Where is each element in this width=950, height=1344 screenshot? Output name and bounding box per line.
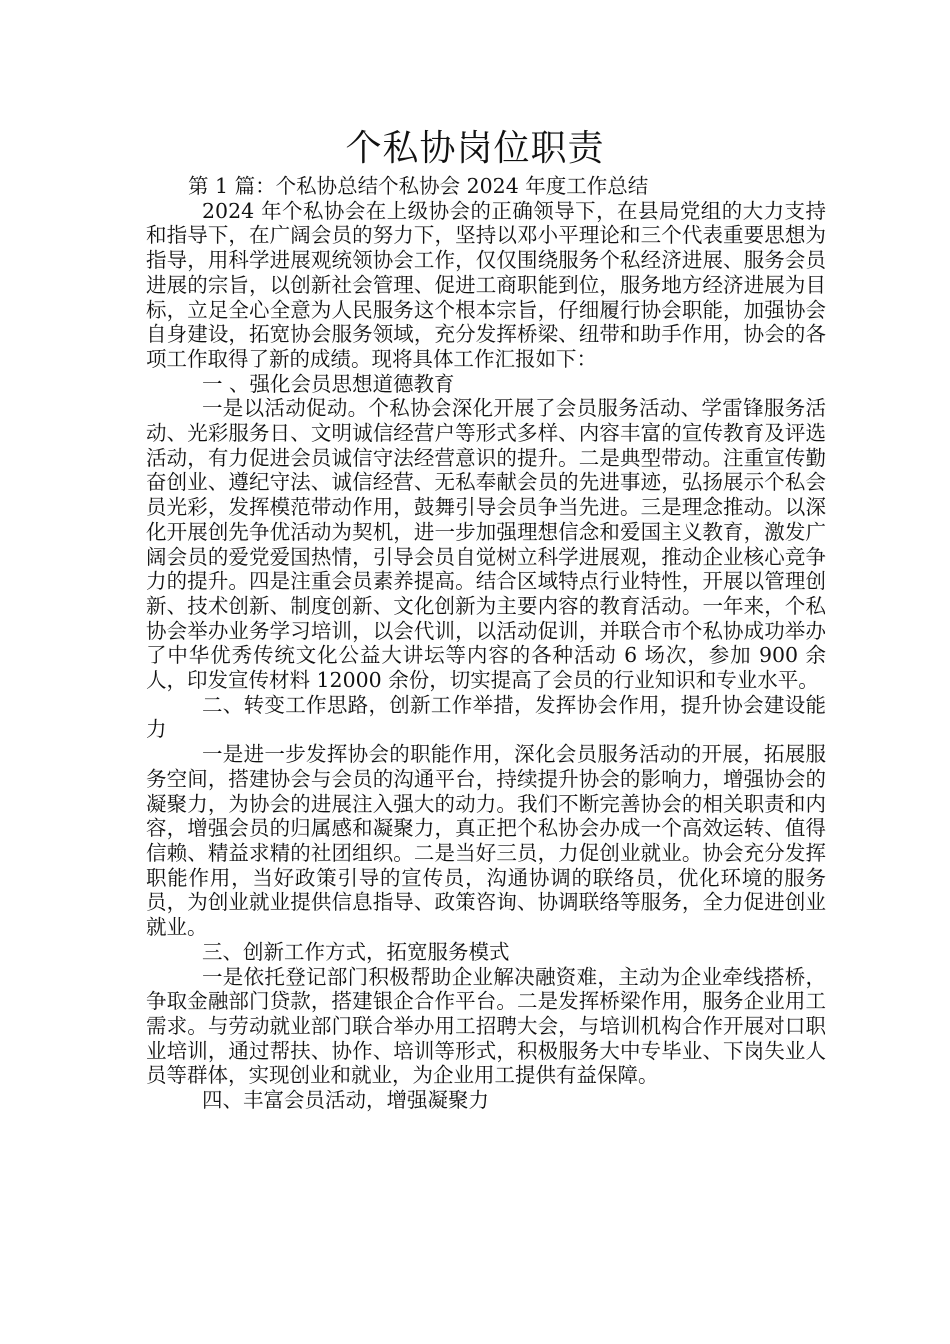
section-paragraph-1: 一是以活动促动。个私协会深化开展了会员服务活动、学雷锋服务活动、光彩服务日、文明诚信经营户等形式多样、内容丰富的宣传教育及评选活动，有力促进会员诚信守法经营意识的提升。二是典型带动。注重宣传勤奋创业、遵纪守法、诚信经营、无私奉献会员的先进事迹，弘扬展示个私会员光彩，发挥模范带动作用，鼓舞引导会员争当先进。三是理念推动。以深化开展创先争优活动为契机，进一步加强理想信念和爱国主义教育，激发广阔会员的爱党爱国热情，引导会员自觉树立科学进展观，推动企业核心竞争力的提升。四是注重会员素养提高。结合区域特点行业特性，开展以管理创新、技术创新、制度创新、文化创新为主要内容的教育活动。一年来，个私协会举办业务学习培训，以会代训，以活动促训，并联合市个私协成功举办了中华优秀传统文化公益大讲坛等内容的各种活动 6 场次，参加 900 余人，印发宣传材料 12000 余份，切实提高了会员的行业知识和专业水平。	[146, 396, 826, 693]
document-title: 个私协岗位职责	[345, 128, 605, 169]
section-heading-3: 三、创新工作方式，拓宽服务模式	[202, 939, 510, 964]
section-paragraph-2: 一是进一步发挥协会的职能作用，深化会员服务活动的开展，拓展服务空间，搭建协会与会员的沟通平台，持续提升协会的影响力，增强协会的凝聚力，为协会的进展注入强大的动力。我们不断完善协会的相关职责和内容，增强会员的归属感和凝聚力，真正把个私协会办成一个高效运转、值得信赖、精益求精的社团组织。二是当好三员，力促创业就业。协会充分发挥职能作用，当好政策引导的宣传员，沟通协调的联络员，优化环境的服务员，为创业就业提供信息指导、政策咨询、协调联络等服务，全力促进创业就业。	[146, 742, 826, 940]
document-subtitle: 第 1 篇：个私协总结个私协会 2024 年度工作总结	[188, 174, 649, 198]
section-heading-2: 二、转变工作思路，创新工作举措，发挥协会作用，提升协会建设能力	[146, 692, 826, 742]
section-heading-1: 一 、强化会员思想道德教育	[202, 371, 455, 396]
section-heading-4: 四、丰富会员活动，增强凝聚力	[202, 1088, 489, 1113]
intro-paragraph: 2024 年个私协会在上级协会的正确领导下，在县局党组的大力支持和指导下，在广阔会员的努力下，坚持以邓小平理论和三个代表重要思想为指导，用科学进展观统领协会工作，仅仅围绕服务个私经济进展、服务会员进展的宗旨，以创新社会管理、促进工商职能到位，服务地方经济进展为目标，立足全心全意为人民服务这个根本宗旨，仔细履行协会职能，加强协会自身建设，拓宽协会服务领域，充分发挥桥梁、纽带和助手作用，协会的各项工作取得了新的成绩。现将具体工作汇报如下：	[146, 198, 826, 371]
section-paragraph-3: 一是依托登记部门积极帮助企业解决融资难，主动为企业牵线搭桥，争取金融部门贷款，搭建银企合作平台。二是发挥桥梁作用，服务企业用工需求。与劳动就业部门联合举办用工招聘大会，与培训机构合作开展对口职业培训，通过帮扶、协作、培训等形式，积极服务大中专毕业、下岗失业人员等群体，实现创业和就业，为企业用工提供有益保障。	[146, 964, 826, 1088]
document-body	[146, 174, 826, 1113]
